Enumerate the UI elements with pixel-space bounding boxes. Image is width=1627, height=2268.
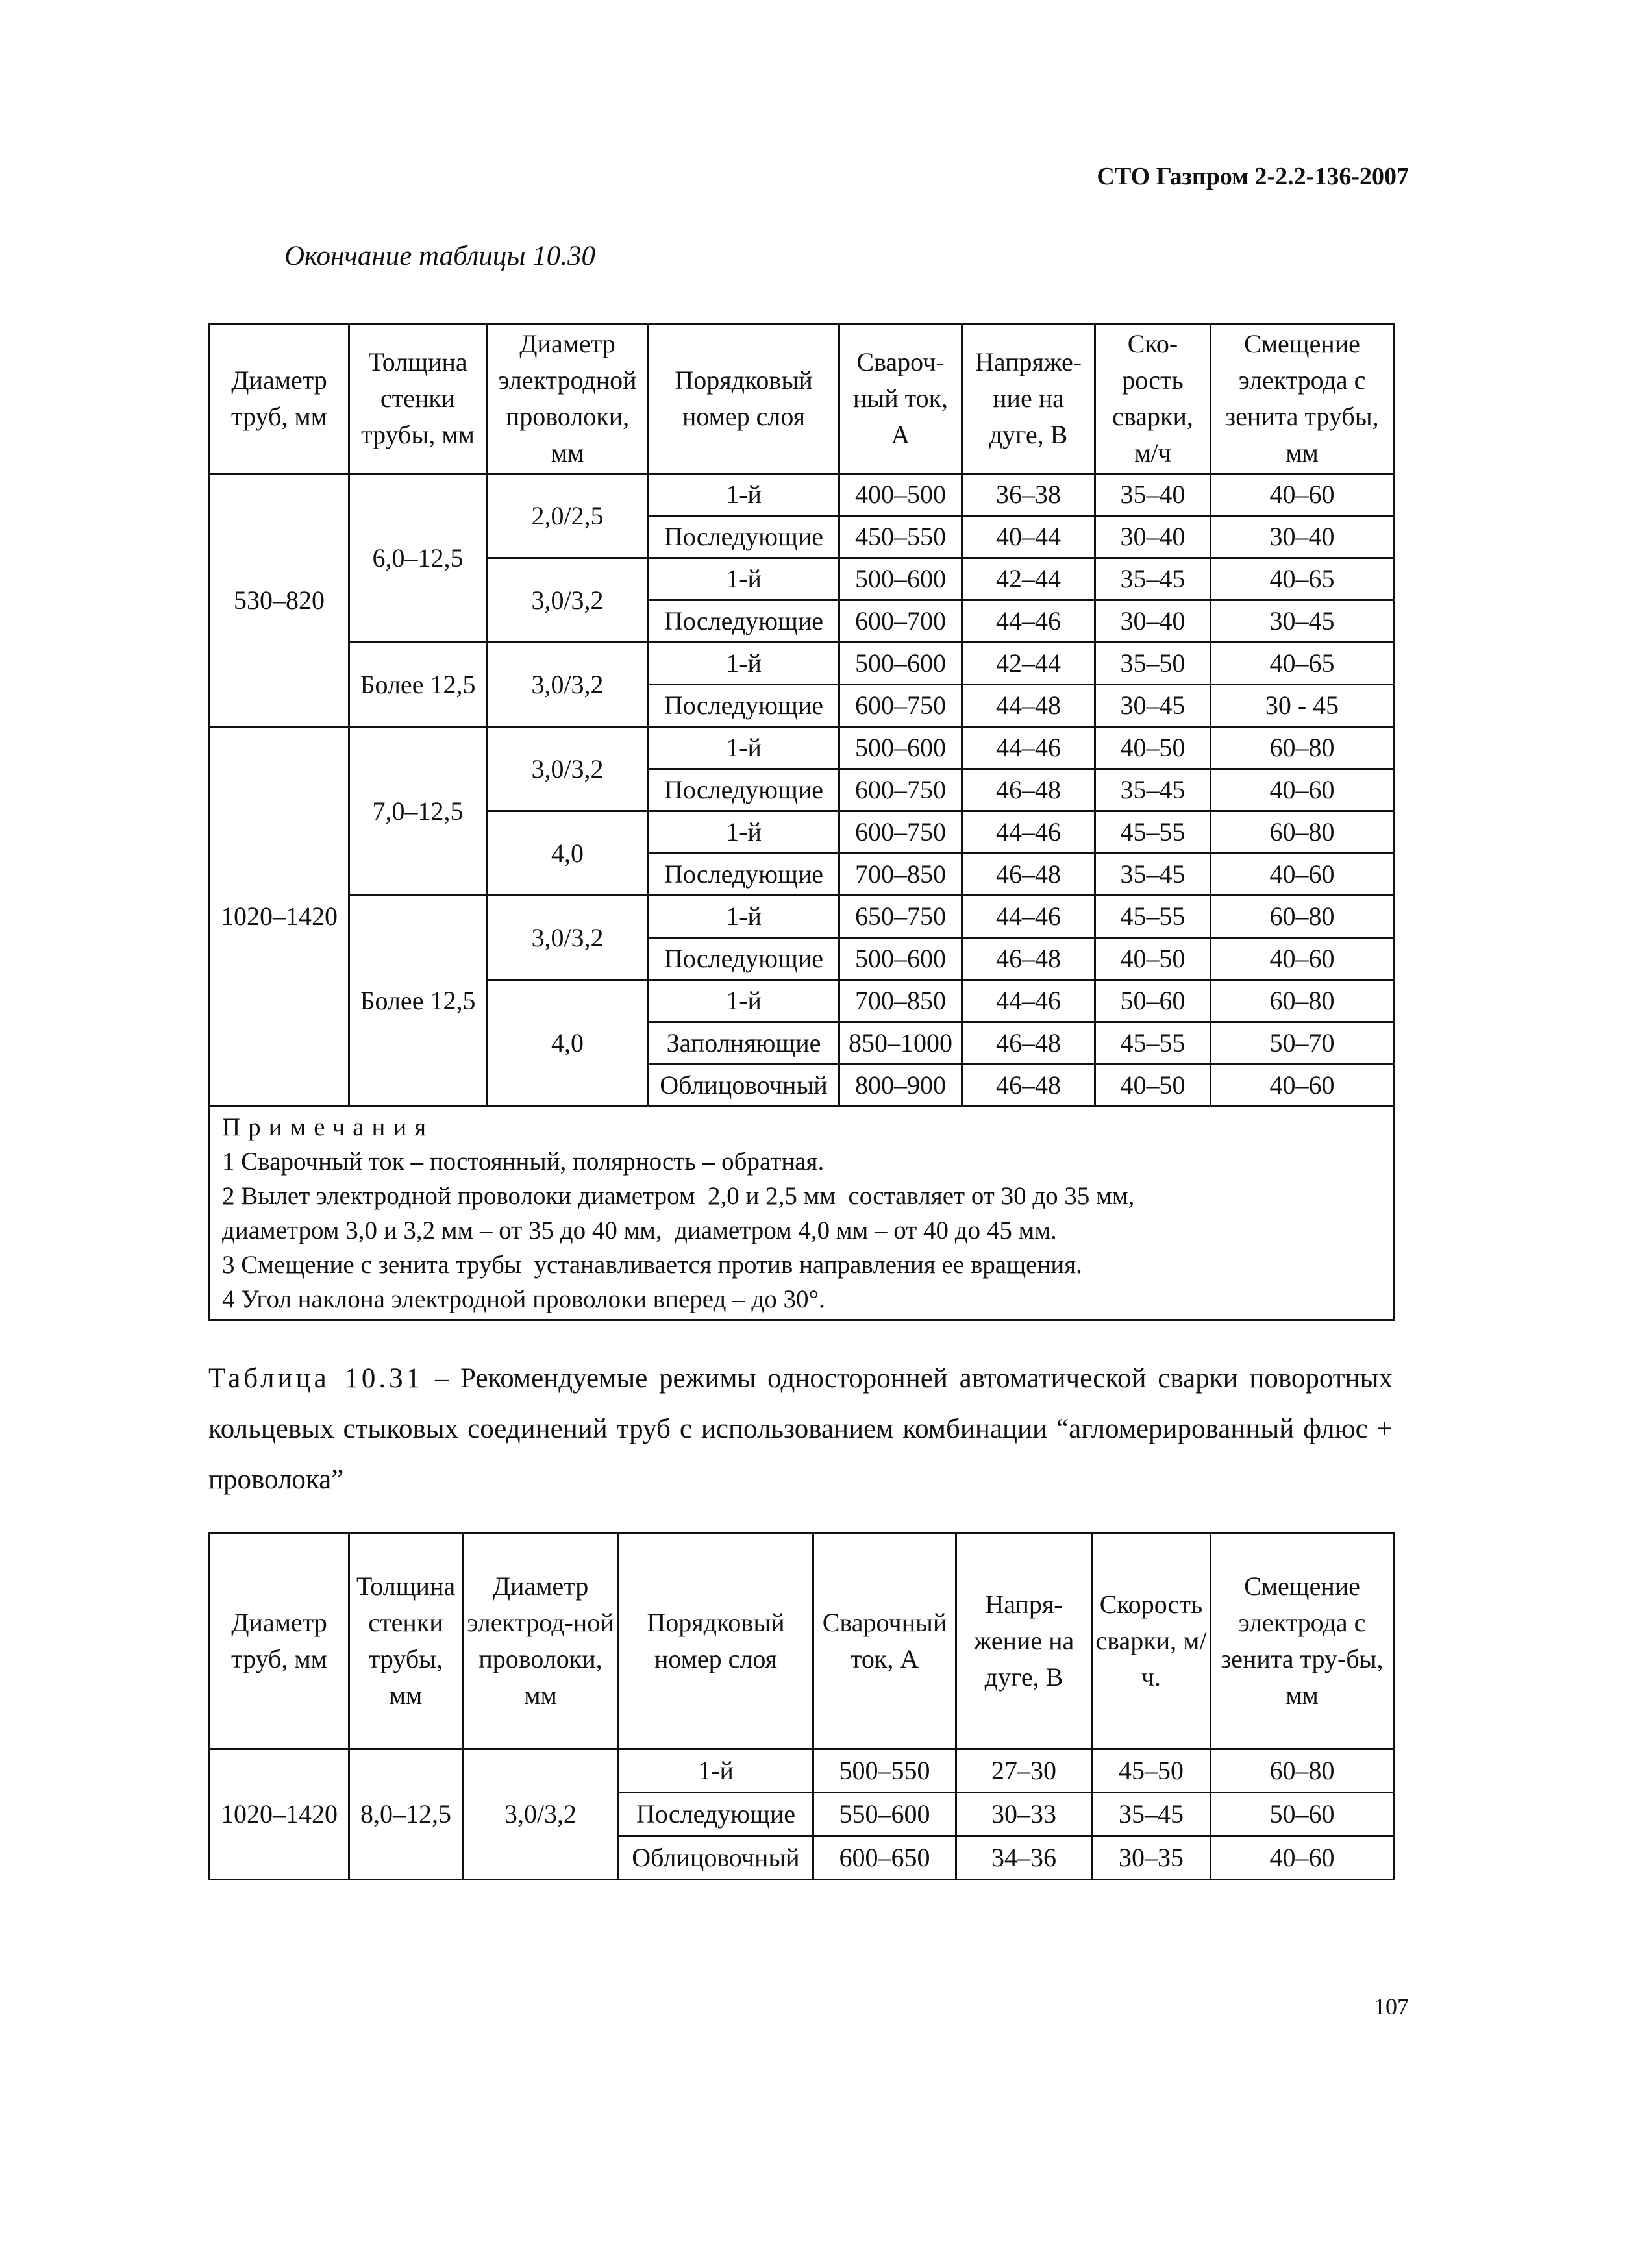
speed-cell: 35–45 (1095, 854, 1211, 896)
header-cell: Порядковый номер слоя (649, 324, 839, 474)
offset-cell: 40–65 (1211, 558, 1394, 600)
wire-diameter-cell: 4,0 (487, 980, 649, 1107)
wire-diameter-cell: 3,0/3,2 (463, 1749, 619, 1880)
wire-diameter-cell: 3,0/3,2 (487, 896, 649, 980)
note-line: диаметром 3,0 и 3,2 мм – от 35 до 40 мм, диаметром 4,0 мм – от 40 до 45 мм. (222, 1216, 1057, 1244)
speed-cell: 50–60 (1095, 980, 1211, 1022)
current-cell: 650–750 (839, 896, 962, 938)
offset-cell: 40–60 (1211, 474, 1394, 516)
wire-diameter-cell: 3,0/3,2 (487, 643, 649, 727)
layer-cell: 1-й (649, 474, 839, 516)
header-cell: Диаметр электрод-ной проволоки, мм (463, 1533, 619, 1749)
current-cell: 700–850 (839, 854, 962, 896)
wall-thickness-cell: Более 12,5 (349, 896, 487, 1107)
layer-cell: Последующие (649, 600, 839, 643)
header-cell: Толщина стенки трубы, мм (349, 324, 487, 474)
current-cell: 600–750 (839, 769, 962, 811)
speed-cell: 35–45 (1095, 769, 1211, 811)
header-cell: Ско-рость сварки, м/ч (1095, 324, 1211, 474)
wall-thickness-cell: 7,0–12,5 (349, 727, 487, 896)
layer-cell: Облицовочный (619, 1836, 814, 1880)
voltage-cell: 36–38 (962, 474, 1095, 516)
table-10-31-caption (208, 1353, 1393, 1505)
voltage-cell: 46–48 (962, 1022, 1095, 1065)
table-caption: Окончание таблицы 10.30 (284, 241, 596, 271)
layer-cell: Последующие (649, 854, 839, 896)
current-cell: 500–600 (839, 558, 962, 600)
offset-cell: 40–60 (1211, 1836, 1394, 1880)
table-row (210, 727, 1394, 769)
offset-cell: 60–80 (1211, 727, 1394, 769)
header-cell: Скорость сварки, м/ч. (1092, 1533, 1211, 1749)
current-cell: 600–750 (839, 811, 962, 854)
layer-cell: 1-й (649, 811, 839, 854)
header-cell: Смещение электрода с зенита тру-бы, мм (1211, 1533, 1394, 1749)
speed-cell: 35–45 (1092, 1793, 1211, 1836)
wire-diameter-cell: 4,0 (487, 811, 649, 896)
current-cell: 500–600 (839, 938, 962, 980)
speed-cell: 30–35 (1092, 1836, 1211, 1880)
offset-cell: 30–45 (1211, 600, 1394, 643)
offset-cell: 40–60 (1211, 1065, 1394, 1107)
pipe-diameter-cell: 1020–1420 (210, 1749, 349, 1880)
layer-cell: Заполняющие (649, 1022, 839, 1065)
speed-cell: 40–50 (1095, 938, 1211, 980)
welding-modes-table-10-31 (208, 1532, 1395, 1880)
current-cell: 600–650 (814, 1836, 956, 1880)
table-row (210, 896, 1394, 938)
offset-cell: 40–60 (1211, 769, 1394, 811)
voltage-cell: 46–48 (962, 854, 1095, 896)
current-cell: 550–600 (814, 1793, 956, 1836)
layer-cell: Последующие (649, 938, 839, 980)
voltage-cell: 46–48 (962, 769, 1095, 811)
offset-cell: 40–60 (1211, 938, 1394, 980)
voltage-cell: 44–46 (962, 980, 1095, 1022)
speed-cell: 35–40 (1095, 474, 1211, 516)
header-cell: Диаметр труб, мм (210, 324, 349, 474)
layer-cell: Последующие (649, 516, 839, 558)
current-cell: 500–550 (814, 1749, 956, 1793)
voltage-cell: 30–33 (956, 1793, 1092, 1836)
offset-cell: 30–40 (1211, 516, 1394, 558)
speed-cell: 45–55 (1095, 1022, 1211, 1065)
speed-cell: 40–50 (1095, 1065, 1211, 1107)
table-title: – Рекомендуемые режимы односторонней автоматической сварки поворотных кольцевых стыковых соединений труб с использованием комбинации “агломерированный флюс + проволока” (208, 1363, 1393, 1495)
offset-cell: 60–80 (1211, 1749, 1394, 1793)
layer-cell: 1-й (619, 1749, 814, 1793)
speed-cell: 30–40 (1095, 516, 1211, 558)
voltage-cell: 40–44 (962, 516, 1095, 558)
voltage-cell: 44–46 (962, 896, 1095, 938)
layer-cell: 1-й (649, 727, 839, 769)
speed-cell: 40–50 (1095, 727, 1211, 769)
table-row (210, 643, 1394, 685)
speed-cell: 45–55 (1095, 896, 1211, 938)
layer-cell: 1-й (649, 643, 839, 685)
speed-cell: 30–45 (1095, 685, 1211, 727)
wire-diameter-cell: 3,0/3,2 (487, 727, 649, 811)
table-header-row (210, 324, 1394, 474)
notes-row (210, 1107, 1394, 1320)
layer-cell: 1-й (649, 980, 839, 1022)
header-cell: Смещение электрода с зенита трубы, мм (1211, 324, 1394, 474)
header-cell: Диаметр электродной проволоки, мм (487, 324, 649, 474)
speed-cell: 30–40 (1095, 600, 1211, 643)
offset-cell: 60–80 (1211, 896, 1394, 938)
voltage-cell: 46–48 (962, 1065, 1095, 1107)
layer-cell: 1-й (649, 558, 839, 600)
voltage-cell: 34–36 (956, 1836, 1092, 1880)
wall-thickness-cell: Более 12,5 (349, 643, 487, 727)
voltage-cell: 27–30 (956, 1749, 1092, 1793)
wire-diameter-cell: 2,0/2,5 (487, 474, 649, 558)
voltage-cell: 44–48 (962, 685, 1095, 727)
voltage-cell: 42–44 (962, 558, 1095, 600)
welding-modes-table-10-30 (208, 323, 1395, 1321)
document-code: СТО Газпром 2-2.2-136-2007 (1097, 163, 1409, 190)
table-number: Таблица 10.31 (208, 1363, 424, 1394)
voltage-cell: 42–44 (962, 643, 1095, 685)
layer-cell: 1-й (649, 896, 839, 938)
current-cell: 400–500 (839, 474, 962, 516)
voltage-cell: 44–46 (962, 727, 1095, 769)
current-cell: 850–1000 (839, 1022, 962, 1065)
speed-cell: 35–45 (1095, 558, 1211, 600)
current-cell: 700–850 (839, 980, 962, 1022)
layer-cell: Облицовочный (649, 1065, 839, 1107)
header-cell: Диаметр труб, мм (210, 1533, 349, 1749)
current-cell: 500–600 (839, 727, 962, 769)
speed-cell: 45–50 (1092, 1749, 1211, 1793)
offset-cell: 60–80 (1211, 980, 1394, 1022)
current-cell: 800–900 (839, 1065, 962, 1107)
wall-thickness-cell: 6,0–12,5 (349, 474, 487, 643)
offset-cell: 30 - 45 (1211, 685, 1394, 727)
note-line: 2 Вылет электродной проволоки диаметром 2,0 и 2,5 мм составляет от 30 до 35 мм, (222, 1182, 1135, 1210)
header-cell: Напряже-ние на дуге, В (962, 324, 1095, 474)
offset-cell: 50–60 (1211, 1793, 1394, 1836)
layer-cell: Последующие (649, 685, 839, 727)
current-cell: 500–600 (839, 643, 962, 685)
notes-title: Примечания (222, 1113, 434, 1141)
header-cell: Толщина стенки трубы, мм (349, 1533, 463, 1749)
current-cell: 450–550 (839, 516, 962, 558)
table-header-row (210, 1533, 1394, 1749)
offset-cell: 50–70 (1211, 1022, 1394, 1065)
header-cell: Напря-жение на дуге, В (956, 1533, 1092, 1749)
voltage-cell: 46–48 (962, 938, 1095, 980)
offset-cell: 40–60 (1211, 854, 1394, 896)
table-row (210, 474, 1394, 516)
layer-cell: Последующие (649, 769, 839, 811)
pipe-diameter-cell: 530–820 (210, 474, 349, 727)
offset-cell: 60–80 (1211, 811, 1394, 854)
offset-cell: 40–65 (1211, 643, 1394, 685)
voltage-cell: 44–46 (962, 600, 1095, 643)
page-number: 107 (1374, 1993, 1409, 2019)
speed-cell: 45–55 (1095, 811, 1211, 854)
current-cell: 600–700 (839, 600, 962, 643)
header-cell: Порядковый номер слоя (619, 1533, 814, 1749)
wall-thickness-cell: 8,0–12,5 (349, 1749, 463, 1880)
table-row (210, 1749, 1394, 1793)
wire-diameter-cell: 3,0/3,2 (487, 558, 649, 643)
voltage-cell: 44–46 (962, 811, 1095, 854)
note-line: 3 Смещение с зенита трубы устанавливается против направления ее вращения. (222, 1251, 1082, 1279)
layer-cell: Последующие (619, 1793, 814, 1836)
note-line: 4 Угол наклона электродной проволоки вперед – до 30°. (222, 1285, 825, 1313)
pipe-diameter-cell: 1020–1420 (210, 727, 349, 1107)
note-line: 1 Сварочный ток – постоянный, полярность – обратная. (222, 1148, 825, 1176)
notes-cell (210, 1107, 1394, 1320)
current-cell: 600–750 (839, 685, 962, 727)
speed-cell: 35–50 (1095, 643, 1211, 685)
header-cell: Сварочный ток, А (814, 1533, 956, 1749)
header-cell: Свароч-ный ток, А (839, 324, 962, 474)
